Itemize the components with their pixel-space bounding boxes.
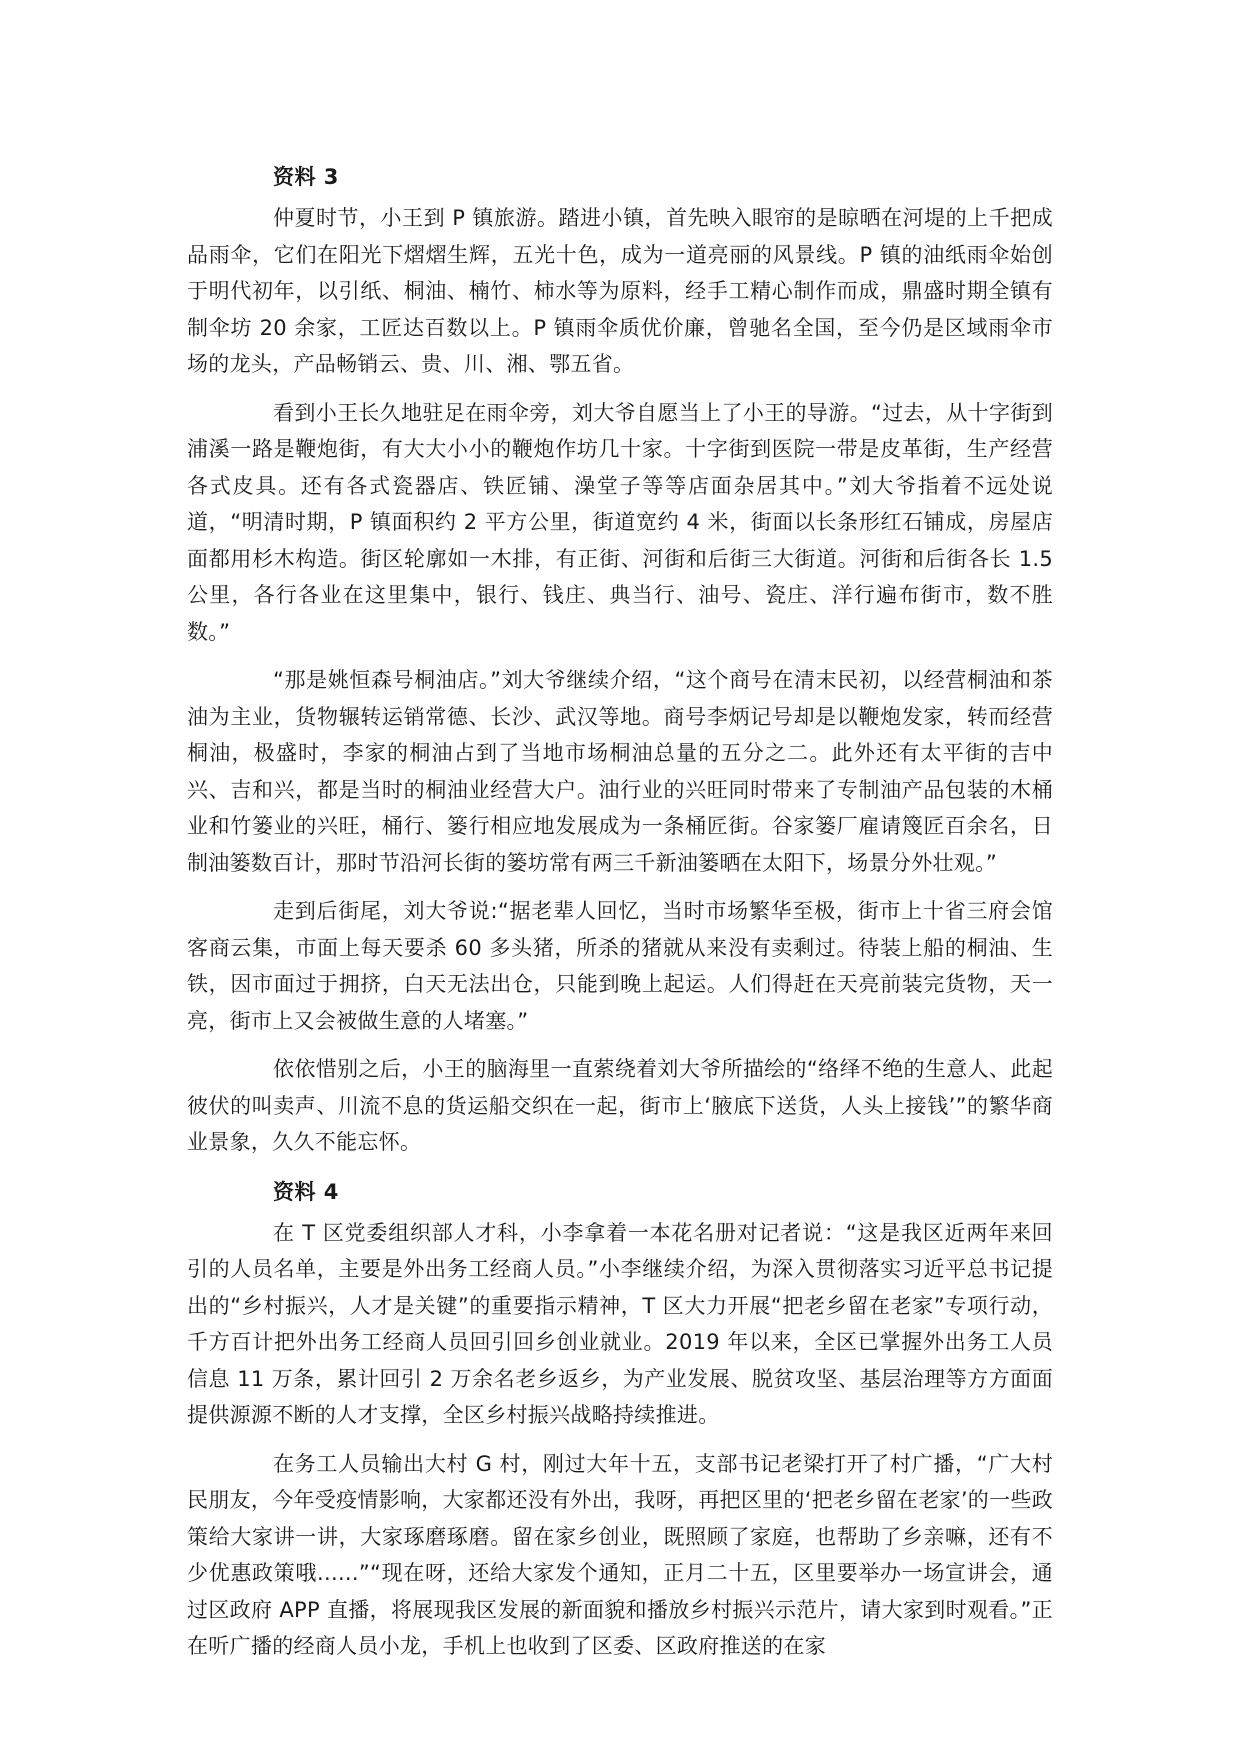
paragraph: 在务工人员输出大村 G 村，刚过大年十五，支部书记老梁打开了村广播，“广大村民朋友，今年受疫情影响，大家都还没有外出，我呀，再把区里的‘把老乡留在老家’的一些政策给大家讲一讲，大家琢磨琢磨。留在家乡创业，既照顾了家庭，也帮助了乡亲嘛，还有不少优惠政策哦......”“现在呀，还给大家发个通知，正月二十五，区里要举办一场宣讲会，通过区政府 APP 直播，将展现我区发展的新面貌和播放乡村振兴示范片，请大家到时观看。”正在听广播的经商人员小龙，手机上也收到了区委、区政府推送的在家 bbox=[187, 1451, 1053, 1658]
paragraph: 看到小王长久地驻足在雨伞旁，刘大爷自愿当上了小王的导游。“过去，从十字街到浦溪一路是鞭炮街，有大大小小的鞭炮作坊几十家。十字街到医院一带是皮革街，生产经营各式皮具。还有各式瓷器店、铁匠铺、澡堂子等等店面杂居其中。”刘大爷指着不远处说道，“明清时期，P 镇面积约 2 平方公里，街道宽约 4 米，街面以长条形红石铺成，房屋店面都用杉木构造。街区轮廓如一木排，有正街、河街和后街三大街道。河街和后街各长 1.5 公里，各行各业在这里集中，银行、钱庄、典当行、油号、瓷庄、洋行遍布街市，数不胜数。” bbox=[187, 400, 1053, 644]
paragraph: 走到后街尾，刘大爷说:“据老辈人回忆，当时市场繁华至极，街市上十省三府会馆客商云集，市面上每天要杀 60 多头猪，所杀的猪就从来没有卖剩过。待装上船的桐油、生铁，因市面过于拥挤，白天无法出仓，只能到晚上起运。人们得赶在天亮前装完货物，天一亮，街市上又会被做生意的人堵塞。” bbox=[187, 899, 1053, 1033]
paragraph: 依依惜别之后，小王的脑海里一直萦绕着刘大爷所描绘的“络绎不绝的生意人、此起彼伏的叫卖声、川流不息的货运船交织在一起，街市上‘腋底下送货，人头上接钱’”的繁华商业景象，久久不能忘怀。 bbox=[187, 1057, 1053, 1154]
section-material-4 bbox=[187, 1173, 1053, 1665]
document-page bbox=[187, 158, 1053, 1677]
section-material-3 bbox=[187, 158, 1053, 1161]
paragraph: 在 T 区党委组织部人才科，小李拿着一本花名册对记者说：“这是我区近两年来回引的人员名单，主要是外出务工经商人员。”小李继续介绍，为深入贯彻落实习近平总书记提出的“乡村振兴，人才是关键”的重要指示精神，T 区大力开展“把老乡留在老家”专项行动，千方百计把外出务工经商人员回引回乡创业就业。2019 年以来，全区已掌握外出务工人员信息 11 万条，累计回引 2 万余名老乡返乡，为产业发展、脱贫攻坚、基层治理等方方面面提供源源不断的人才支撑，全区乡村振兴战略持续推进。 bbox=[187, 1220, 1053, 1427]
section-heading: 资料 4 bbox=[273, 1179, 339, 1204]
paragraph: “那是姚恒森号桐油店。”刘大爷继续介绍，“这个商号在清末民初，以经营桐油和茶油为主业，货物辗转运销常德、长沙、武汉等地。商号李炳记号却是以鞭炮发家，转而经营桐油，极盛时，李家的桐油占到了当地市场桐油总量的五分之二。此外还有太平街的吉中兴、吉和兴，都是当时的桐油业经营大户。油行业的兴旺同时带来了专制油产品包装的木桶业和竹篓业的兴旺，桶行、篓行相应地发展成为一条桶匠街。谷家篓厂雇请篾匠百余名，日制油篓数百计，那时节沿河长街的篓坊常有两三千新油篓晒在太阳下，场景分外壮观。” bbox=[187, 668, 1053, 875]
paragraph: 仲夏时节，小王到 P 镇旅游。踏进小镇，首先映入眼帘的是晾晒在河堤的上千把成品雨伞，它们在阳光下熠熠生辉，五光十色，成为一道亮丽的风景线。P 镇的油纸雨伞始创于明代初年，以引纸、桐油、楠竹、柿水等为原料，经手工精心制作而成，鼎盛时期全镇有制伞坊 20 余家，工匠达百数以上。P 镇雨伞质优价廉，曾驰名全国，至今仍是区域雨伞市场的龙头，产品畅销云、贵、川、湘、鄂五省。 bbox=[187, 206, 1053, 376]
section-heading: 资料 3 bbox=[273, 165, 339, 189]
